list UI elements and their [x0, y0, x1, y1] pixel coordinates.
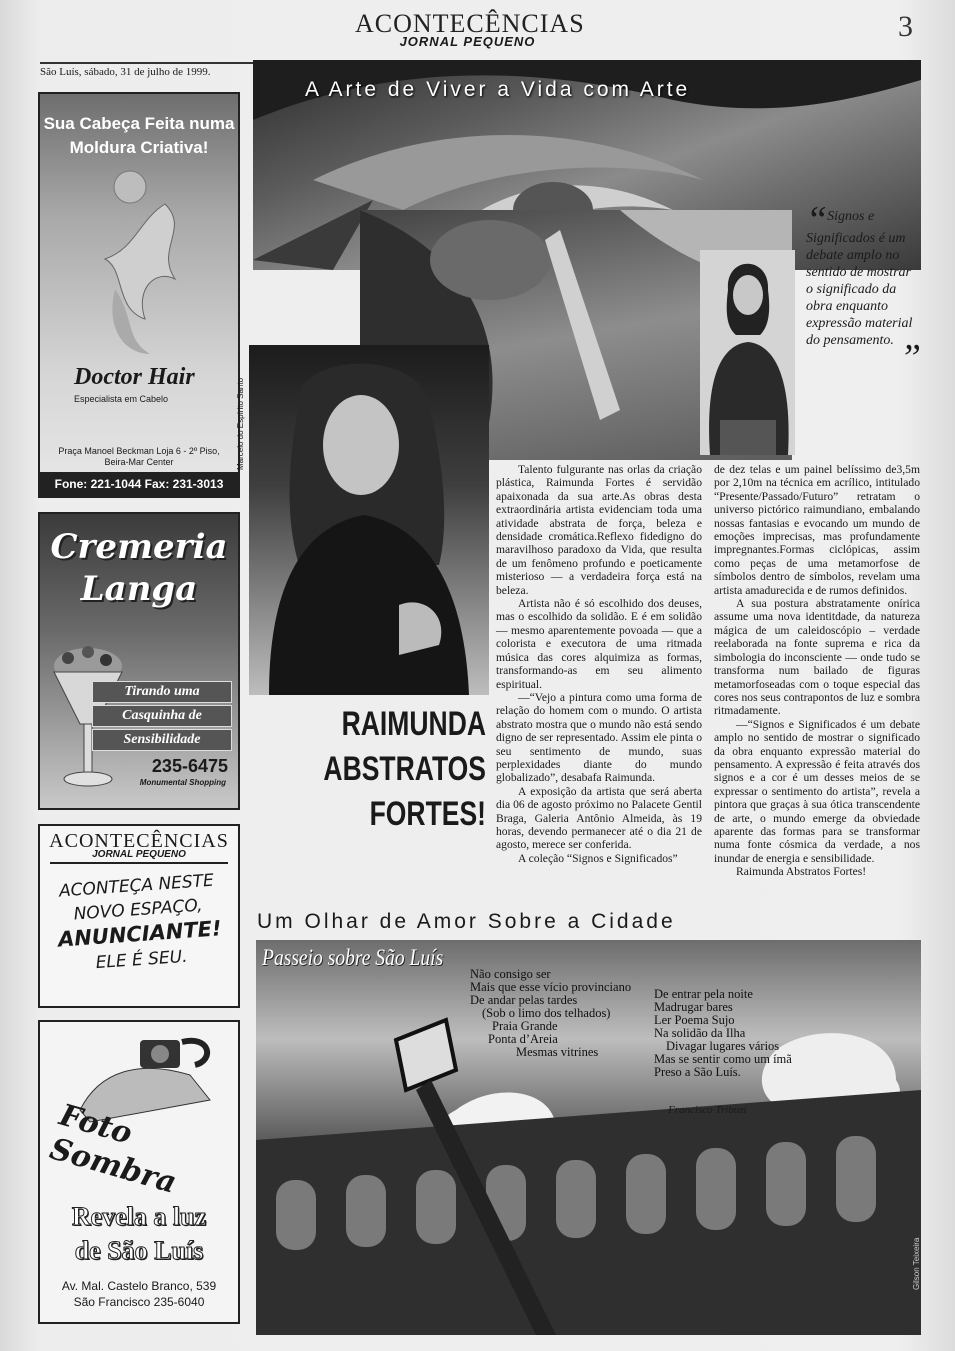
paragraph: Talento fulgurante nas orlas da criação plástica, Raimunda Fortes é servidão apaixonada da sua arte.As obras desta extraordinária artista evidenciam toda uma atividade abstrata de força, beleza e densidade cromática.Reflexo fidedigno do maravilhoso paradoxo da Vida, que resulta de um fenômeno profundo e poeticamente misterioso — a verdadeira força está na beleza. [496, 463, 702, 597]
photo-credit: Marcelo do Espírito Santo [236, 377, 245, 470]
poem-line: Não consigo ser [470, 967, 551, 981]
poem-line: Mas se sentir como um ímã [654, 1052, 792, 1066]
masthead [355, 9, 585, 49]
headline-line-2: ABSTRATOS [323, 750, 486, 788]
ad-address-line-2: São Francisco 235-6040 [73, 1295, 205, 1309]
poem-line: Ler Poema Sujo [654, 1013, 735, 1027]
ad-slogan-line-2: Casquinha de [92, 705, 232, 727]
masthead-subtitle: JORNAL PEQUENO [399, 34, 536, 49]
ad-headline-line-2: Moldura Criativa! [69, 138, 209, 157]
ad-brand [40, 526, 238, 610]
paragraph: —“Signos e Significados é um debate amplo no sentido de mostrar o significado da obra enquanto expressão material do pensamento. A expressão é feita através dos signos e a cor é um desses meios de se expressar o sentimento do artista”, revela a pintora que graças à sua ótica transcendente de arte, o mundo emerge da obviedade aparente das formas para se transformar numa fonte cósmica da verdade, a nos inundar de energia e sensibilidade. [714, 717, 920, 865]
paragraph: de dez telas e um painel belíssimo de3,5m por 2,10m na técnica em acrílico, intitulado “Presente/Passado/Futuro” retratam o universo pictórico raimundiano, embalando nossas fantasias e evocando um mundo de emoções imprecisas, mas profundamente impregnantes.Formas ciclópicas, assim como peças de uma metamorfose de símbolos dentro de símbolos, revelam uma artista amadurecida e de rumos definidos. [714, 463, 920, 597]
ad-masthead-subtitle: JORNAL PEQUENO [92, 849, 186, 860]
ad-message-line-1: ACONTEÇA NESTE [58, 870, 215, 902]
article-column-1 [496, 463, 702, 865]
ad-phones: Fone: 221-1044 Fax: 231-3013 [40, 472, 238, 496]
poem-title: Passeio sobre São Luís [262, 945, 444, 970]
ad-tagline: Especialista em Cabelo [74, 394, 169, 404]
poem-line: Preso a São Luís. [654, 1065, 741, 1079]
ad-brand-line-1: Cremeria [50, 527, 228, 567]
article-section-title: A Arte de Viver a Vida com Arte [305, 78, 691, 101]
artist-photo-small [700, 250, 795, 455]
poem-line: Mais que esse vício provinciano [470, 980, 632, 994]
masthead-title: ACONTECÊNCIAS [355, 9, 585, 38]
paragraph: —“Vejo a pintura como uma forma de relação do homem com o mundo. O artista abstrato mostra que o mundo não está sendo digno de ser representado. Assim ele pinta o seu sentimento de mundo, suas perplexidades diante do mundo globalizado”, desabafa Raimunda. [496, 690, 702, 785]
ad-brand-line-2: Langa [80, 569, 198, 609]
ad-slogan-line-1: Tirando uma [92, 681, 232, 703]
poem-author: Francisco Tribuzi [668, 1104, 747, 1116]
open-quote-icon: “ [806, 199, 828, 241]
ad-headline-line-1: Sua Cabeça Feita numa [43, 114, 235, 133]
ad-house-acontecencias [38, 824, 240, 1008]
headline-line-3: FORTES! [369, 795, 486, 833]
page-number: 3 [898, 10, 913, 43]
photo-credit: Gilson Teixeira [912, 1237, 921, 1290]
ad-location: Monumental Shopping [139, 778, 226, 787]
ad-slogan [40, 1200, 238, 1268]
abstract-figure-icon [95, 169, 190, 359]
ad-address [40, 1278, 238, 1310]
poem-line: Divagar lugares vários [666, 1039, 780, 1053]
paragraph: A coleção “Signos e Significados” [518, 851, 678, 865]
headline-line-1: RAIMUNDA [341, 705, 486, 743]
ad-brand: Foto Sombra [45, 1097, 181, 1201]
ad-brand: Doctor Hair [74, 364, 195, 390]
artist-portrait-photo [249, 345, 489, 695]
poem-line: Praia Grande [492, 1019, 558, 1033]
ad-address [44, 446, 234, 468]
close-quote-icon: ” [899, 337, 921, 379]
ad-message-line-3: ANUNCIANTE! [57, 916, 223, 952]
ad-doctor-hair [38, 92, 240, 498]
artist-portrait-image [249, 345, 489, 695]
paragraph: Raimunda Abstratos Fortes! [736, 865, 867, 879]
poem-line: De andar pelas tardes [470, 993, 578, 1007]
paragraph: A exposição da artista que será aberta dia 06 de agosto próximo no Palacete Gentil Braga, Galeria Antônio Almeida, às 19 horas, devendo permanecer até o dia 21 de agosto, merece ser conferida. [496, 784, 702, 852]
ad-foto-sombra [38, 1020, 240, 1324]
poem-line: Madrugar bares [654, 1000, 733, 1014]
ad-phone: 235-6475 [151, 756, 228, 776]
paragraph: A sua postura abstratamente onírica assume uma nova identitdade, da natureza mágica de um caleidoscópio – verdade reelaborada na fonte suprema e rica da simbologia do inconsciente — onde tudo se transforma num bailado de figuras metamorfoseadas com o toque especial das cores nos seus contrapontos de luz e sombra ritmadamente. [714, 597, 920, 718]
poem-line: De entrar pela noite [654, 987, 753, 1001]
poem-column-1 [470, 968, 631, 1059]
ad-slogan-line-1: Revela a luz [71, 1202, 207, 1231]
ad-cremeria-langa [38, 512, 240, 810]
poem-line: Mesmas vitrines [516, 1045, 599, 1059]
article-column-2 [714, 463, 920, 879]
dateline: São Luís, sábado, 31 de julho de 1999. [40, 66, 211, 78]
ad-address-line-2: Beira-Mar Center [104, 457, 174, 467]
ad-headline [40, 112, 238, 160]
poem-line: Ponta d’Areia [488, 1032, 558, 1046]
poem-line: (Sob o limo dos telhados) [482, 1006, 611, 1020]
ad-address-line-1: Praça Manoel Beckman Loja 6 - 2º Piso, [58, 446, 220, 456]
ad-message-line-2: NOVO ESPAÇO, [73, 895, 204, 925]
paragraph: Artista não é só escolhido dos deuses, mas o escolhido da solidão. E é em solidão — mesmo aparentemente povoada — que a colorista e executora de uma ritmada música das cores alquimiza as formas, transformando-as em seu alimento espiritual. [496, 597, 702, 691]
ad-masthead-title: ACONTECÊNCIAS [49, 830, 229, 852]
ad-message-line-4: ELE É SEU. [95, 946, 189, 974]
pull-quote-text: Signos e Significados é um debate amplo no sentido de mostrar o significado da obra enquanto expressão material do pensamento. [806, 209, 913, 348]
article-headline [311, 702, 486, 837]
ad-slogan-line-2: de São Luís [74, 1236, 204, 1265]
ad-slogan-line-3: Sensibilidade [92, 729, 232, 751]
poem-line: Na solidão da Ilha [654, 1026, 746, 1040]
ad-address-line-1: Av. Mal. Castelo Branco, 539 [61, 1279, 217, 1293]
ad-slogan [92, 679, 232, 753]
poem-column-2 [654, 988, 792, 1079]
divider [50, 862, 228, 864]
ad-handwritten-message [37, 867, 241, 979]
feature-section-title: Um Olhar de Amor Sobre a Cidade [257, 910, 676, 933]
pull-quote [806, 199, 921, 379]
